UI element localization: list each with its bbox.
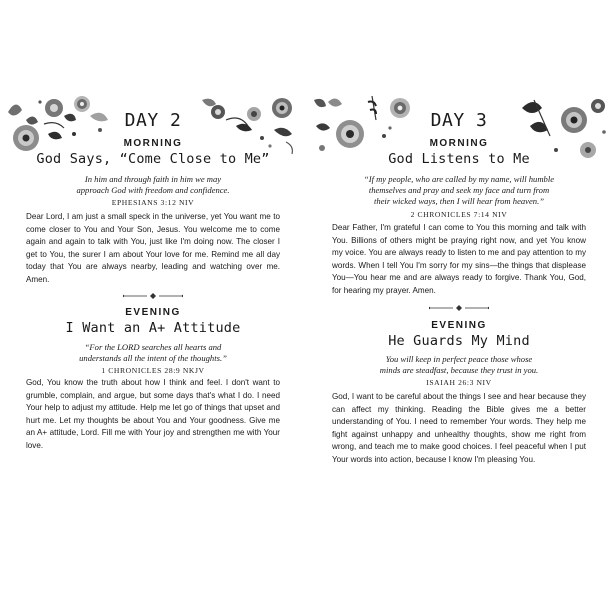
morning-reference: 2 CHRONICLES 7:14 NIV [410,210,508,219]
day-heading: DAY 2 [124,110,182,131]
morning-reference: EPHESIANS 3:12 NIV [111,198,195,207]
evening-label: EVENING [431,320,487,331]
evening-verse: You will keep in perfect peace those whose minds are steadfast, because they trust in you. [379,354,539,376]
morning-title: God Says, “Come Close to Me” [36,151,270,167]
evening-prayer: God, I want to be careful about the things I see and hear because they can affect my thinking. Reading the Bible gives me a better understanding of You. I need to remember Your words. They help me fight against unhappy and unhealthy thoughts, show me right from wrong, and teach me to make good choices. I feel peaceful when I put Your words into action, because I know I'm pleasing You. [332,392,586,464]
evening-title: I Want an A+ Attitude [65,320,241,336]
day-heading: DAY 3 [430,110,488,131]
evening-reference: ISAIAH 26:3 NIV [426,378,492,387]
evening-reference: 1 CHRONICLES 28:9 NKJV [101,366,205,375]
morning-verse: In him and through faith in him we may approach God with freedom and confidence. [76,174,230,196]
morning-title: God Listens to Me [388,151,530,167]
right-page [306,0,612,612]
ornament-divider-icon [123,292,183,300]
morning-verse: “If my people, who are called by my name, will humble themselves and pray and seek my face and turn from their wicked ways, then I will hear from heaven.” [363,174,555,207]
evening-title: He Guards My Mind [388,333,530,349]
morning-label: MORNING [429,138,489,149]
evening-label: EVENING [125,307,181,318]
evening-verse: “For the LORD searches all hearts and understands all the intent of the thoughts.” [79,342,227,364]
morning-prayer: Dear Father, I'm grateful I can come to You this morning and talk with You. Billions of others might be praying right now, and yet You know my voice. You are always ready to listen to me and pay attention to my words. When I tell You I'm sorry for my sins—the things that displease You—You hear me and are always ready to forgive. Thank You, God, for hearing my prayer. Amen. [332,223,586,295]
morning-prayer: Dear Lord, I am just a small speck in the universe, yet You want me to come closer to You and Your Son, Jesus. You welcome me to come again and again to talk with You, just like I'm doing now. The closer I get to You, the surer I am about Your love for me. Remind me all day today that You are always nearby, leading and watching over me. Amen. [26,212,280,284]
evening-prayer: God, You know the truth about how I think and feel. I don't want to grumble, complain, and argue, but some days that's what I do. I need Your help to adjust my attitude. Help me let go of things that upset and hurt me. Let my thoughts be about You and Your goodness. Give me an A+ attitude, Lord. Fill me with Your joy and strengthen me with Your love. [26,378,280,450]
morning-label: MORNING [123,138,183,149]
ornament-divider-icon [429,304,489,312]
